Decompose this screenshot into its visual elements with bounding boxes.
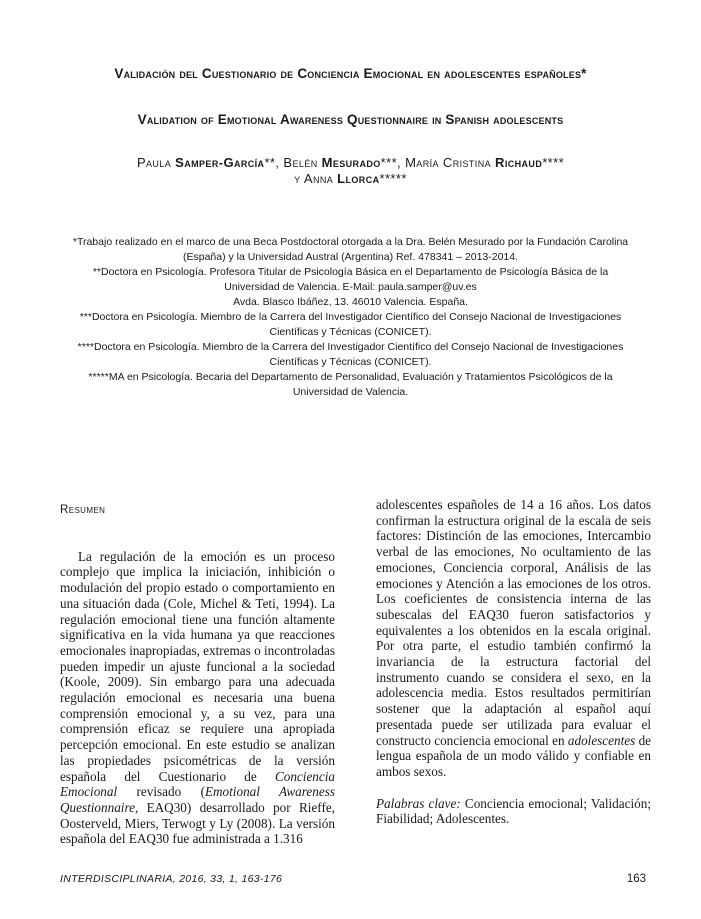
author-3: María Cristina Richaud**** — [405, 155, 565, 170]
page-footer — [60, 873, 646, 885]
paper-title-english — [80, 112, 621, 127]
abstract-paragraph-1: La regulación de la emoción es un proceso complejo que implica la iniciación, inhibición o modulación del propio estado o comportamiento en una situación dada (Cole, Michel & Teti, 1994). La regulación emocional tiene una función altamente significativa en la vida humana ya que reacciones emocionales inapropiadas, extremas o incontroladas pueden impedir un ajuste funcional a la sociedad (Koole, 2009). Sin embargo para una adecuada regulación emocional es necesaria una buena comprensión emocional y, a su vez, para una comprensión eficaz se requiere una apropiada percepción emocional. En este estudio se analizan las propiedades psicométricas de la versión española del Cuestionario de Conciencia Emocional revisado (Emotional Awareness Questionnaire, EAQ30) desarrollado por Rieffe, Oosterveld, Miers, Terwogt y Ly (2008). La versión española del EAQ30 fue administrada a 1.316 — [60, 548, 336, 847]
keywords — [376, 796, 651, 827]
title-en-text: Validation of Emotional Awareness Questionnaire in Spanish adolescents — [137, 112, 564, 127]
journal-citation: INTERDISCIPLINARIA, 2016, 33, 1, 163-176 — [60, 873, 283, 885]
note-line: ***Doctora en Psicología. Miembro de la Carrera del Investigador Científico del Consejo Nacional de Investigaciones — [79, 311, 622, 323]
author-4: Anna Llorca***** — [303, 171, 407, 186]
author-2: Belén Mesurado***, — [283, 155, 402, 170]
keywords-label: Palabras clave: — [376, 795, 461, 811]
paper-title-spanish — [80, 66, 621, 81]
author-list — [90, 155, 611, 187]
abstract-heading: Resumen — [60, 504, 106, 516]
note-line: Universidad de Valencia. — [292, 386, 409, 398]
note-line: **Doctora en Psicología. Profesora Titular de Psicología Básica en el Departamento de Psicología Básica de la — [92, 266, 609, 278]
abstract-column-right — [376, 497, 651, 827]
note-line: (España) y la Universidad Austral (Argentina) Ref. 478341 – 2013-2014. — [182, 251, 519, 263]
note-line: Avda. Blasco Ibáñez, 13. 46010 Valencia. España. — [233, 296, 468, 308]
author-affiliation-notes — [62, 235, 639, 400]
note-line: ****Doctora en Psicología. Miembro de la Carrera del Investigador Científico del Consejo Nacional de Investigaciones — [77, 341, 624, 353]
abstract-paragraph-continued: adolescentes españoles de 14 a 16 años. Los datos confirman la estructura original de la escala de seis factores: Distinción de las emociones, Intercambio verbal de las emociones, No ocultamiento de las emociones, Conciencia corporal, Análisis de las emociones y Atención a las emociones de los otros. Los coeficientes de consistencia interna de las subescalas del EAQ30 fueron satisfactorios y equivalentes a los obtenidos en la escala original. Por otra parte, el estudio también confirmó la invariancia de la estructura factorial del instrumento cuando se considera el sexo, en la adolescencia media. Estos resultados permitirían sostener que la adaptación al español aquí presentada puede ser utilizada para evaluar el constructo conciencia emocional en adolescentes de lengua española de un modo válido y confiable en ambos sexos. — [376, 497, 652, 779]
note-line: Universidad de Valencia. E-Mail: paula.samper@uv.es — [224, 281, 477, 293]
note-line: Científicas y Técnicas (CONICET). — [269, 356, 432, 368]
note-line: *****MA en Psicología. Becaria del Departamento de Personalidad, Evaluación y Tratamientos Psicológicos de la — [88, 371, 613, 383]
keywords-text: Conciencia emocional; Validación; Fiabilidad; Adolescentes. — [376, 795, 651, 827]
note-line: Científicas y Técnicas (CONICET). — [269, 326, 432, 338]
abstract-column-left — [60, 497, 335, 847]
page-number: 163 — [626, 873, 646, 885]
author-1: Paula Samper-García**, — [136, 155, 280, 170]
note-line: *Trabajo realizado en el marco de una Beca Postdoctoral otorgada a la Dra. Belén Mesurado por la Fundación Carolina — [72, 236, 629, 248]
author-conjunction: y — [294, 171, 301, 186]
title-es-text: Validación del Cuestionario de Conciencia Emocional en adolescentes españoles* — [114, 66, 587, 81]
